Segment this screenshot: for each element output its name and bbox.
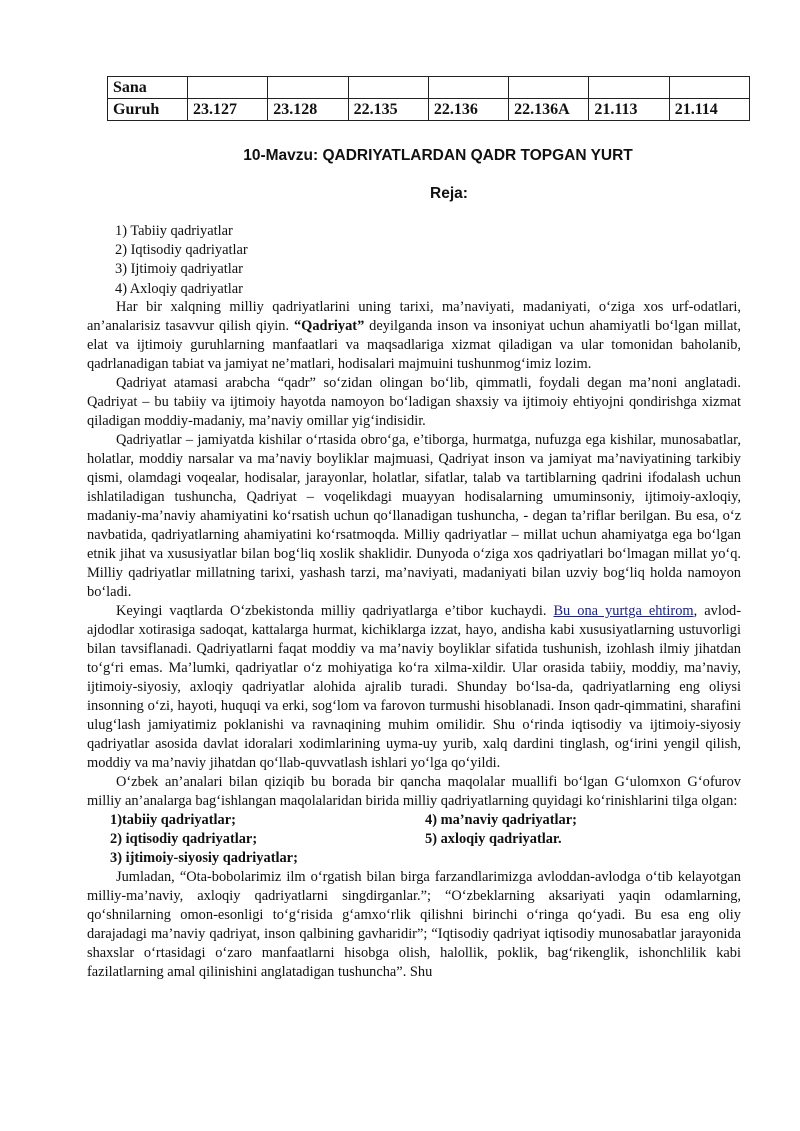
bold-term: “Qadriyat” [293,318,365,334]
inline-link[interactable]: Bu ona yurtga ehtirom [553,603,694,619]
paragraph: Qadriyat atamasi arabcha “qadr” so‘zidan olingan bo‘lib, qimmatli, foydali degan ma’noni anglatadi. Qadriyat – bu tabiiy va ijtimoiy hayotda namoyon bo‘ladigan shaxsiy va ijtimoiy ehtiyojni qondirishga xizmat qiladigan moddiy-madaniy, ma’naviy omillar yig‘indisidir. [87,375,741,429]
table-cell-group-label: Guruh [108,99,188,121]
table-cell-group: 22.136A [509,99,589,121]
table-cell [348,77,428,99]
page-title: 10-Mavzu: QADRIYATLARDAN QADR TOPGAN YURT [243,147,633,164]
table-cell [589,77,669,99]
values-list-item: 4) ma’naviy qadriyatlar; [425,812,577,828]
paragraph-text: Har bir xalqning milliy qadriyatlarini uning tarixi, ma’naviyati, madaniyati, o‘ziga xos urf-odatlari, an’analarisiz tasavvur qilish qiyin. [87,299,741,334]
table-row [108,99,750,121]
values-list-left [87,811,425,868]
plan-item: 1) Tabiiy qadriyatlar [115,223,233,239]
values-list-item: 5) axloqiy qadriyatlar. [425,831,562,847]
values-list-item: 3) ijtimoiy-siyosiy qadriyatlar; [110,850,298,866]
table-cell [509,77,589,99]
table-cell-date-label: Sana [108,77,188,99]
table-cell-group: 21.113 [589,99,669,121]
table-cell-group: 22.135 [348,99,428,121]
values-list-right [425,811,741,868]
values-list [87,811,741,868]
paragraph: Qadriyatlar – jamiyatda kishilar o‘rtasida obro‘ga, e’tiborga, hurmatga, nufuzga ega kishilar, munosabatlar, holatlar, moddiy narsalar va ma’naviy boyliklar majmuasi, Qadriyat inson va jamiyat ma’naviyatining tarkibiy qismi, olamdagi voqealar, hodisalar, jarayonlar, holatlar, sifatlar, talab va tartiblarning qadrini ifodalash uchun ishlatiladigan tushuncha, Qadriyat – voqelikdagi muayyan hodisalarning umuminsoniy, ijtimoiy-axloqiy, madaniy-ma’naviy ahamiyatini ko‘rsatish uchun qo‘llanadigan tushuncha, - degan ta’riflar berilgan. Bu esa, o‘z navbatida, qadriyatlarning ahamiyatini ko‘rsatmoqda. Milliy qadriyatlar – millat uchun ahamiyatga ega bo‘lgan etnik jihat va xususiyatlar bilan bog‘liq xoslik shaklidir. Dunyoda o‘ziga xos qadriyatlari bo‘lmagan millat yo‘q. Milliy qadriyatlar millatning tarixi, yashash tarzi, ma’naviyati, madaniyati bilan uzviy bog‘liq holda namoyon bo‘ladi. [87,432,741,600]
plan-heading: Reja: [430,185,468,202]
table-cell-group: 23.128 [268,99,348,121]
paragraph-text: , avlod-ajdodlar xotirasiga sadoqat, kattalarga hurmat, kichiklarga izzat, hayo, andisha kabi xususiyatlarning ustuvorligi bilan tavsiflanadi. Qadriyatlarni faqat moddiy va ma’naviy boyliklar sifatida tushunish, izohlash ilmiy jihatdan to‘g‘ri emas. Ma’lumki, qadriyatlar o‘z mohiyatiga ko‘ra xilma-xildir. Ular orasida tabiiy, moddiy, ma’naviy, ijtimoiy-siyosiy, axloqiy qadriyatlar alohida ajralib turadi. Shunday bo‘lsa-da, qadriyatlarning eng oliysi insonning o‘zi, hayoti, huquqi va erki, sog‘lom va farovon turmushi hisoblanadi. Inson qadr-qimmatini, sharafini ulug‘lash jamiyatimiz poklanishi va ravnaqining muhim omilidir. Shu o‘rinda iqtisodiy va ijtimoiy-siyosiy qadriyatlar asosida davlat idoralari xodimlarining uyma-uy yurib, xalq dardini tinglash, og‘irini yengil qilish, moddiy va ma’naviy jihatdan qo‘llab-quvvatlash ishlari yo‘lga qo‘yildi. [87,603,742,771]
table-cell [188,77,268,99]
paragraph-text: Keyingi vaqtlarda O‘zbekistonda milliy qadriyatlarga e’tibor kuchaydi. [116,603,554,619]
paragraph [87,602,741,773]
schedule-table [107,76,750,121]
paragraph [87,298,741,374]
table-row [108,77,750,99]
plan-item: 2) Iqtisodiy qadriyatlar [115,242,248,259]
plan-item: 4) Axloqiy qadriyatlar [115,280,243,297]
values-list-item: 2) iqtisodiy qadriyatlar; [110,831,258,847]
table-cell-group: 22.136 [428,99,508,121]
table-cell [268,77,348,99]
table-cell-group: 23.127 [188,99,268,121]
plan-list [115,222,248,299]
table-cell [428,77,508,99]
table-cell-group: 21.114 [669,99,749,121]
table-cell [669,77,749,99]
paragraph-text: deyilganda inson va insoniyat uchun ahamiyatli bo‘lgan millat, elat va ijtimoiy guruhlarning manfaatlari va maqsadlariga xizmat qiladigan va ular tomonidan baholanib, qadrlanadigan tabiat va jamiyat ne’matlari, hodisalari majmuini tushunmog‘imiz lozim. [87,318,741,372]
plan-item: 3) Ijtimoiy qadriyatlar [115,261,243,278]
paragraph: O‘zbek an’analari bilan qiziqib bu borada bir qancha maqolalar muallifi bo‘lgan G‘ulomxon G‘ofurov milliy an’analarga bag‘ishlangan maqolalaridan birida milliy qadriyatlarning quyidagi ko‘rinishlarini tilga olgan: [87,774,741,809]
values-list-item: 1)tabiiy qadriyatlar; [110,812,236,828]
document-body [87,298,741,982]
paragraph: Jumladan, “Ota-bobolarimiz ilm o‘rgatish bilan birga farzandlarimizga avloddan-avlodga o‘tib kelayotgan milliy-ma’naviy, axloqiy qadriyatlarni singdirganlar.”; “O‘zbeklarning aksariyati yaqin odamlarning, qo‘shnilarning omon-esonligi to‘g‘risida g‘amxo‘rlik qilishni birinchi o‘ringa qo‘yadi. Bu esa eng oliy darajadagi ma’naviy qadriyat, inson qalbining gavharidir”; “Iqtisodiy qadriyat iqtisodiy munosabatlar jarayonida shaxslar o‘rtasidagi o‘zaro manfaatlarni hisobga olish, halollik, poklik, bag‘rikenglik, ishonchlilik kabi fazilatlarning amal qilinishini anglatadigan tushuncha”. Shu [87,869,741,980]
